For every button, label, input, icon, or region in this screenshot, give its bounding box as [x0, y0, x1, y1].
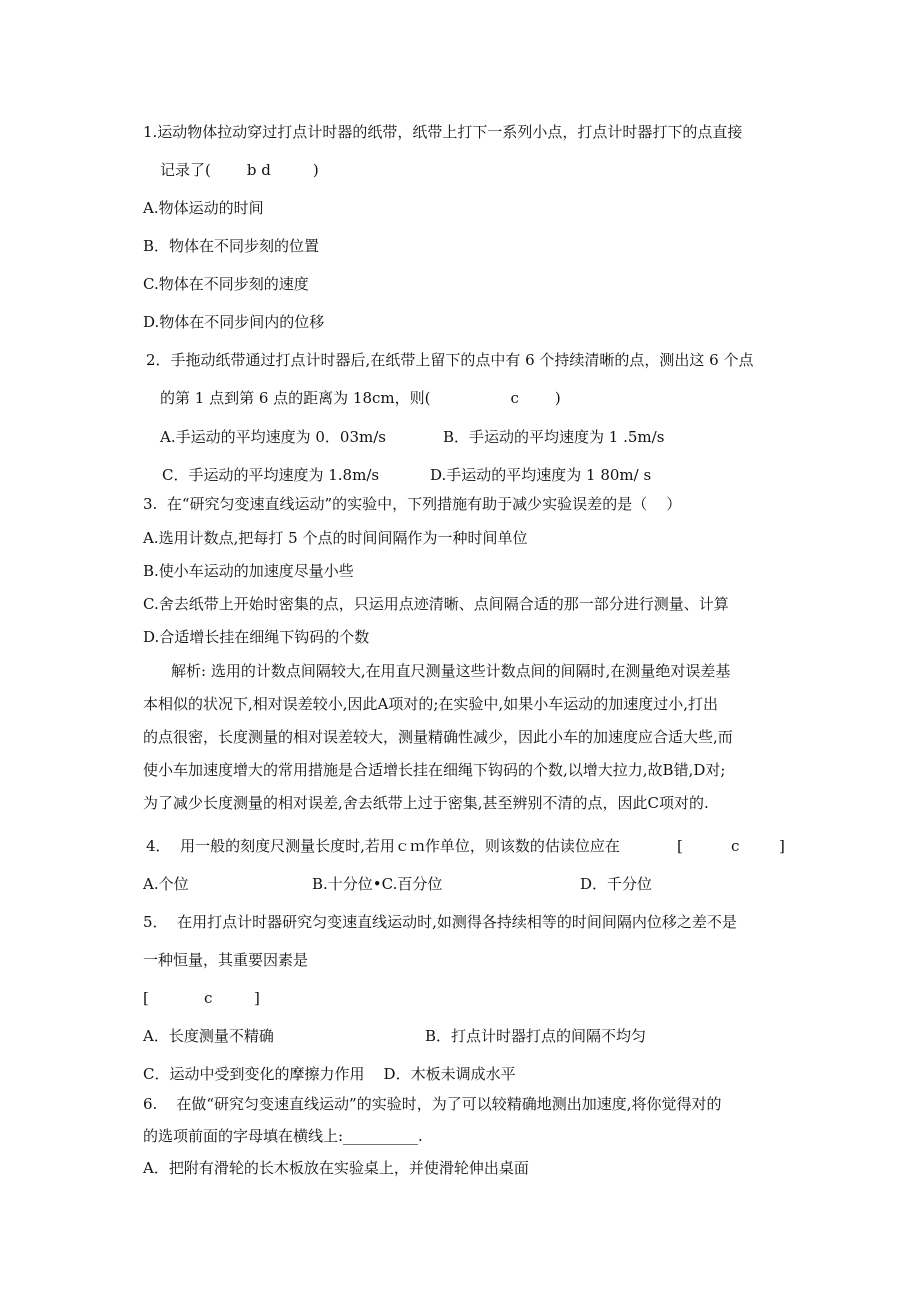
q3-option-b: B.使小车运动的加速度尽量小些 [143, 562, 354, 580]
q4-stem: 4． 用一般的刻度尺测量长度时,若用ｃｍ作单位，则该数的估读位应在 [146, 837, 620, 855]
q2-option-b: B．手运动的平均速度为 1 .5m/s [443, 428, 665, 446]
q1-option-c: C.物体在不同步刻的速度 [143, 275, 309, 293]
q2-option-a: A.手运动的平均速度为 0．03m/s [160, 428, 386, 446]
q4-option-a: A.个位 [143, 875, 189, 893]
q1-option-a: A.物体运动的时间 [143, 199, 264, 217]
q2-option-d: D.手运动的平均速度为 1 80m/ s [430, 466, 652, 484]
q5-stem-line2: 一种恒量，其重要因素是 [143, 951, 309, 969]
q3-option-a: A.选用计数点,把每打 5 个点的时间间隔作为一种时间单位 [143, 529, 528, 547]
q3-analysis-line4: 使小车加速度增大的常用措施是合适增长挂在细绳下钩码的个数,以增大拉力,故B错,D对; [143, 761, 726, 779]
q2-stem-suffix: ) [554, 389, 561, 407]
q1-stem-prefix: 记录了( [160, 161, 211, 179]
q2-stem-line2 [160, 388, 561, 408]
q5-option-cd: C．运动中受到变化的摩擦力作用 D．木板未调成水平 [143, 1065, 516, 1083]
q6-stem-line1: 6. 在做“研究匀变速直线运动”的实验时，为了可以较精确地测出加速度,将你觉得对的 [143, 1095, 722, 1113]
q5-option-a: A．长度测量不精确 [143, 1027, 274, 1045]
q1-answer: b d [246, 161, 271, 179]
q1-option-d: D.物体在不同步间内的位移 [143, 313, 325, 331]
q5-option-b: B．打点计时器打点的间隔不均匀 [425, 1027, 647, 1045]
q3-analysis-line3: 的点很密，长度测量的相对误差较大，测量精确性减少，因此小车的加速度应合适大些,而 [143, 728, 733, 746]
q2-answer: c [510, 389, 519, 407]
q5-bracket-close: ] [254, 989, 260, 1007]
q4-bracket-open: [ [677, 837, 683, 855]
q4-option-d: D．千分位 [580, 875, 653, 893]
q4-answer: c [731, 837, 740, 855]
q1-stem-line1: 1.运动物体拉动穿过打点计时器的纸带，纸带上打下一系列小点，打点计时器打下的点直接 [143, 123, 743, 141]
q2-option-c: C．手运动的平均速度为 1.8m/s [162, 466, 380, 484]
q3-stem: 3. 在“研究匀变速直线运动”的实验中，下列措施有助于减少实验误差的是（ ） [143, 495, 682, 513]
q3-analysis-line1: 解析: 选用的计数点间隔较大,在用直尺测量这些计数点间的间隔时,在测量绝对误差基 [171, 662, 731, 680]
q4-bracket-close: ] [779, 837, 785, 855]
q1-option-b: B．物体在不同步刻的位置 [143, 237, 320, 255]
q6-stem-line2: 的选项前面的字母填在横线上:__________. [143, 1127, 423, 1145]
q3-analysis-line5: 为了减少长度测量的相对误差,舍去纸带上过于密集,甚至辨别不清的点，因此C项对的. [143, 794, 709, 812]
q3-option-d: D.合适增长挂在细绳下钩码的个数 [143, 628, 370, 646]
q3-option-c: C.舍去纸带上开始时密集的点，只运用点迹清晰、点间隔合适的那一部分进行测量、计算 [143, 595, 729, 613]
q5-stem-line1: 5． 在用打点计时器研究匀变速直线运动时,如测得各持续相等的时间间隔内位移之差不是 [143, 913, 737, 931]
q1-stem-suffix: ) [312, 161, 319, 179]
q2-stem-line1: 2．手拖动纸带通过打点计时器后,在纸带上留下的点中有 6 个持续清晰的点，测出这 6 个点 [146, 351, 754, 369]
q4-option-bc: B.十分位•C.百分位 [312, 875, 443, 893]
q5-bracket-open: [ [143, 989, 149, 1007]
q2-stem-prefix: 的第 1 点到第 6 点的距离为 18cm，则( [160, 389, 431, 407]
q3-analysis-line2: 本相似的状况下,相对误差较小,因此A项对的;在实验中,如果小车运动的加速度过小,打出 [143, 695, 718, 713]
q1-stem-line2 [160, 160, 319, 180]
q6-option-a: A．把附有滑轮的长木板放在实验桌上，并使滑轮伸出桌面 [143, 1159, 529, 1177]
q5-answer: c [204, 989, 213, 1007]
